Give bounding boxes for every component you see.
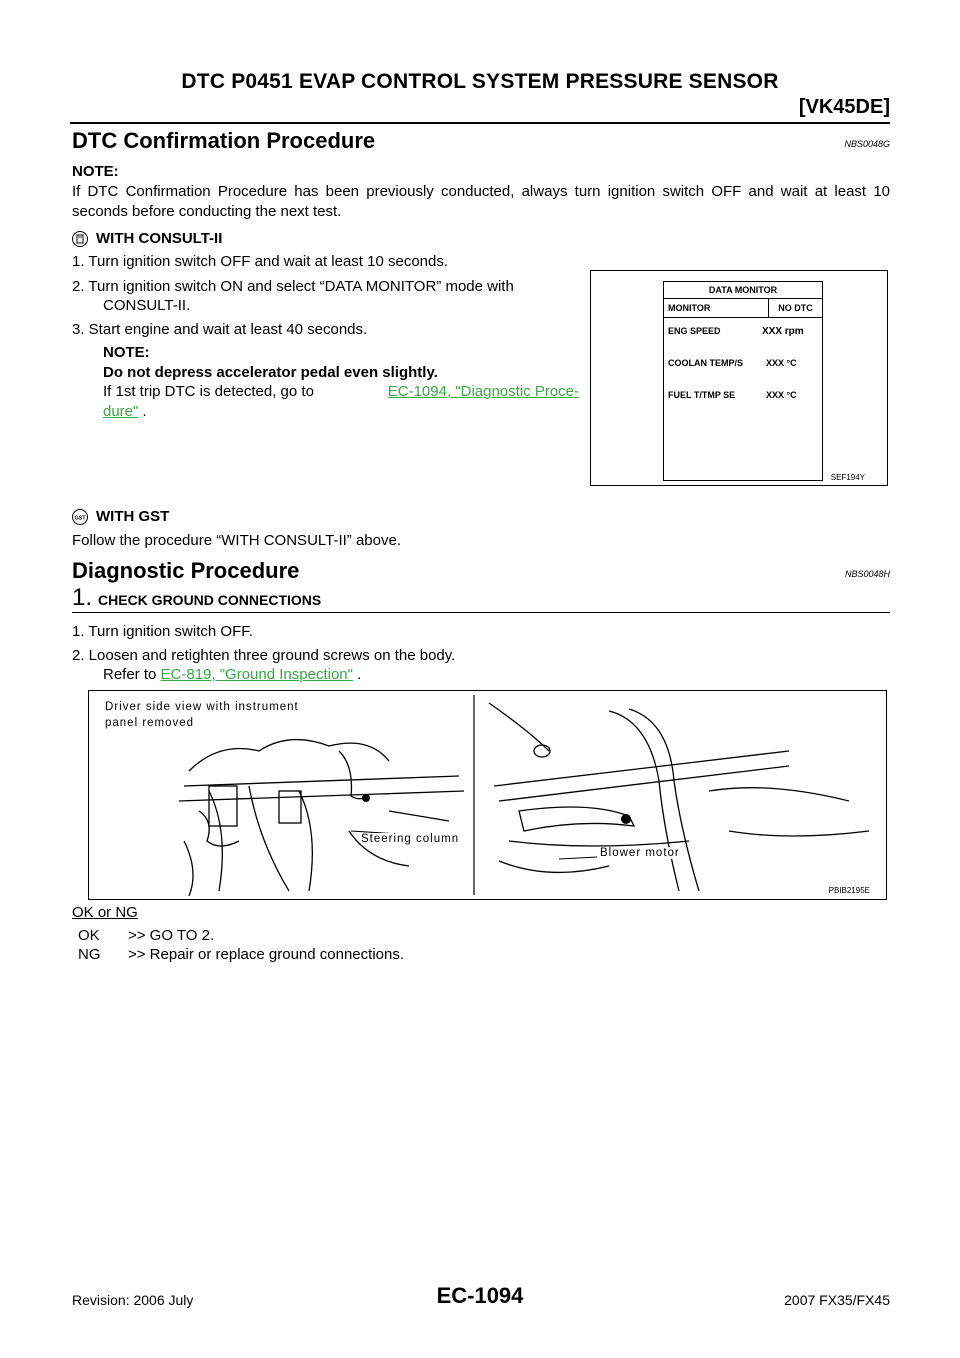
- step-number: 1.: [72, 584, 93, 611]
- ng-text: >> Repair or replace ground connections.: [128, 946, 405, 963]
- footer-model: 2007 FX35/FX45: [784, 1292, 890, 1308]
- note2-pre: If 1st trip DTC is detected, go to: [103, 383, 319, 400]
- page-header-title: DTC P0451 EVAP CONTROL SYSTEM PRESSURE SENSOR: [181, 70, 779, 93]
- footer-revision: Revision: 2006 July: [72, 1292, 194, 1308]
- ng-key: NG: [78, 946, 101, 963]
- monitor-row-label: FUEL T/TMP SE: [668, 390, 736, 400]
- footer-page-number: EC-1094: [436, 1283, 524, 1308]
- section-ref-code: NBS0048G: [844, 139, 890, 149]
- consult-icon: [72, 231, 88, 247]
- note2-warning: Do not depress accelerator pedal even slightly.: [103, 364, 438, 381]
- step-rule: [72, 612, 890, 613]
- monitor-row-label: ENG SPEED: [668, 326, 721, 336]
- diag-item-1: 1. Turn ignition switch OFF.: [72, 623, 253, 640]
- monitor-screen: [663, 281, 823, 481]
- monitor-col-header: MONITOR: [664, 299, 769, 317]
- monitor-row-value: XXX rpm: [762, 326, 804, 337]
- step-title: CHECK GROUND CONNECTIONS: [98, 592, 322, 608]
- step-2-text: 2. Turn ignition switch ON and select “DATA MONITOR” mode with: [72, 278, 514, 295]
- data-monitor-figure: [590, 270, 888, 486]
- section-title-diagnostic: Diagnostic Procedure: [72, 558, 300, 583]
- engine-code: [VK45DE]: [798, 96, 890, 118]
- svg-text:GST: GST: [74, 515, 86, 521]
- diag-item-2: 2. Loosen and retighten three ground screws on the body.: [72, 647, 456, 664]
- monitor-status: NO DTC: [778, 303, 813, 313]
- gst-icon: [72, 509, 88, 525]
- ok-text: >> GO TO 2.: [128, 927, 215, 944]
- monitor-row-label: COOLAN TEMP/S: [668, 358, 744, 368]
- label-blower-motor: Blower motor: [600, 847, 680, 859]
- note2-label: NOTE:: [103, 344, 150, 361]
- header-rule: [70, 122, 890, 124]
- note2-post: .: [138, 403, 147, 420]
- step-2-text-cont: CONSULT-II.: [103, 297, 191, 314]
- note-text: If DTC Confirmation Procedure has been previously conducted, always turn ignition switch OFF and wait at least 10 seconds before conducting the next test.: [72, 183, 890, 220]
- ok-ng-label: OK or NG: [72, 904, 138, 921]
- ok-key: OK: [78, 927, 100, 944]
- gst-text: Follow the procedure “WITH CONSULT-II” above.: [72, 532, 401, 549]
- refer-post: .: [352, 666, 362, 683]
- link-ec-819[interactable]: EC-819, "Ground Inspection": [160, 666, 353, 683]
- with-consult-heading: WITH CONSULT-II: [96, 230, 223, 247]
- link-ec-1094-cont[interactable]: dure": [103, 403, 139, 420]
- figure-code: PBIB2195E: [828, 886, 870, 895]
- monitor-row-value: XXX °C: [766, 358, 797, 368]
- monitor-row-value: XXX °C: [766, 390, 797, 400]
- ground-location-figure: [88, 690, 887, 900]
- refer-pre: Refer to: [103, 666, 161, 683]
- step-1-text: 1. Turn ignition switch OFF and wait at least 10 seconds.: [72, 253, 449, 270]
- section-title-dtc-confirmation: DTC Confirmation Procedure: [72, 128, 376, 153]
- figure-caption-cont: panel removed: [105, 717, 195, 729]
- step-3-text: 3. Start engine and wait at least 40 seconds.: [72, 321, 368, 338]
- section-ref-code: NBS0048H: [844, 569, 890, 579]
- figure-caption: Driver side view with instrument: [105, 701, 299, 713]
- monitor-title: DATA MONITOR: [664, 282, 822, 299]
- link-ec-1094[interactable]: EC-1094, "Diagnostic Proce-: [387, 383, 579, 400]
- figure-code: SEF194Y: [830, 473, 865, 482]
- label-steering-column: Steering column: [361, 833, 460, 845]
- note-label: NOTE:: [72, 163, 119, 180]
- ground-illustration: [89, 691, 886, 899]
- with-gst-heading: WITH GST: [96, 508, 170, 525]
